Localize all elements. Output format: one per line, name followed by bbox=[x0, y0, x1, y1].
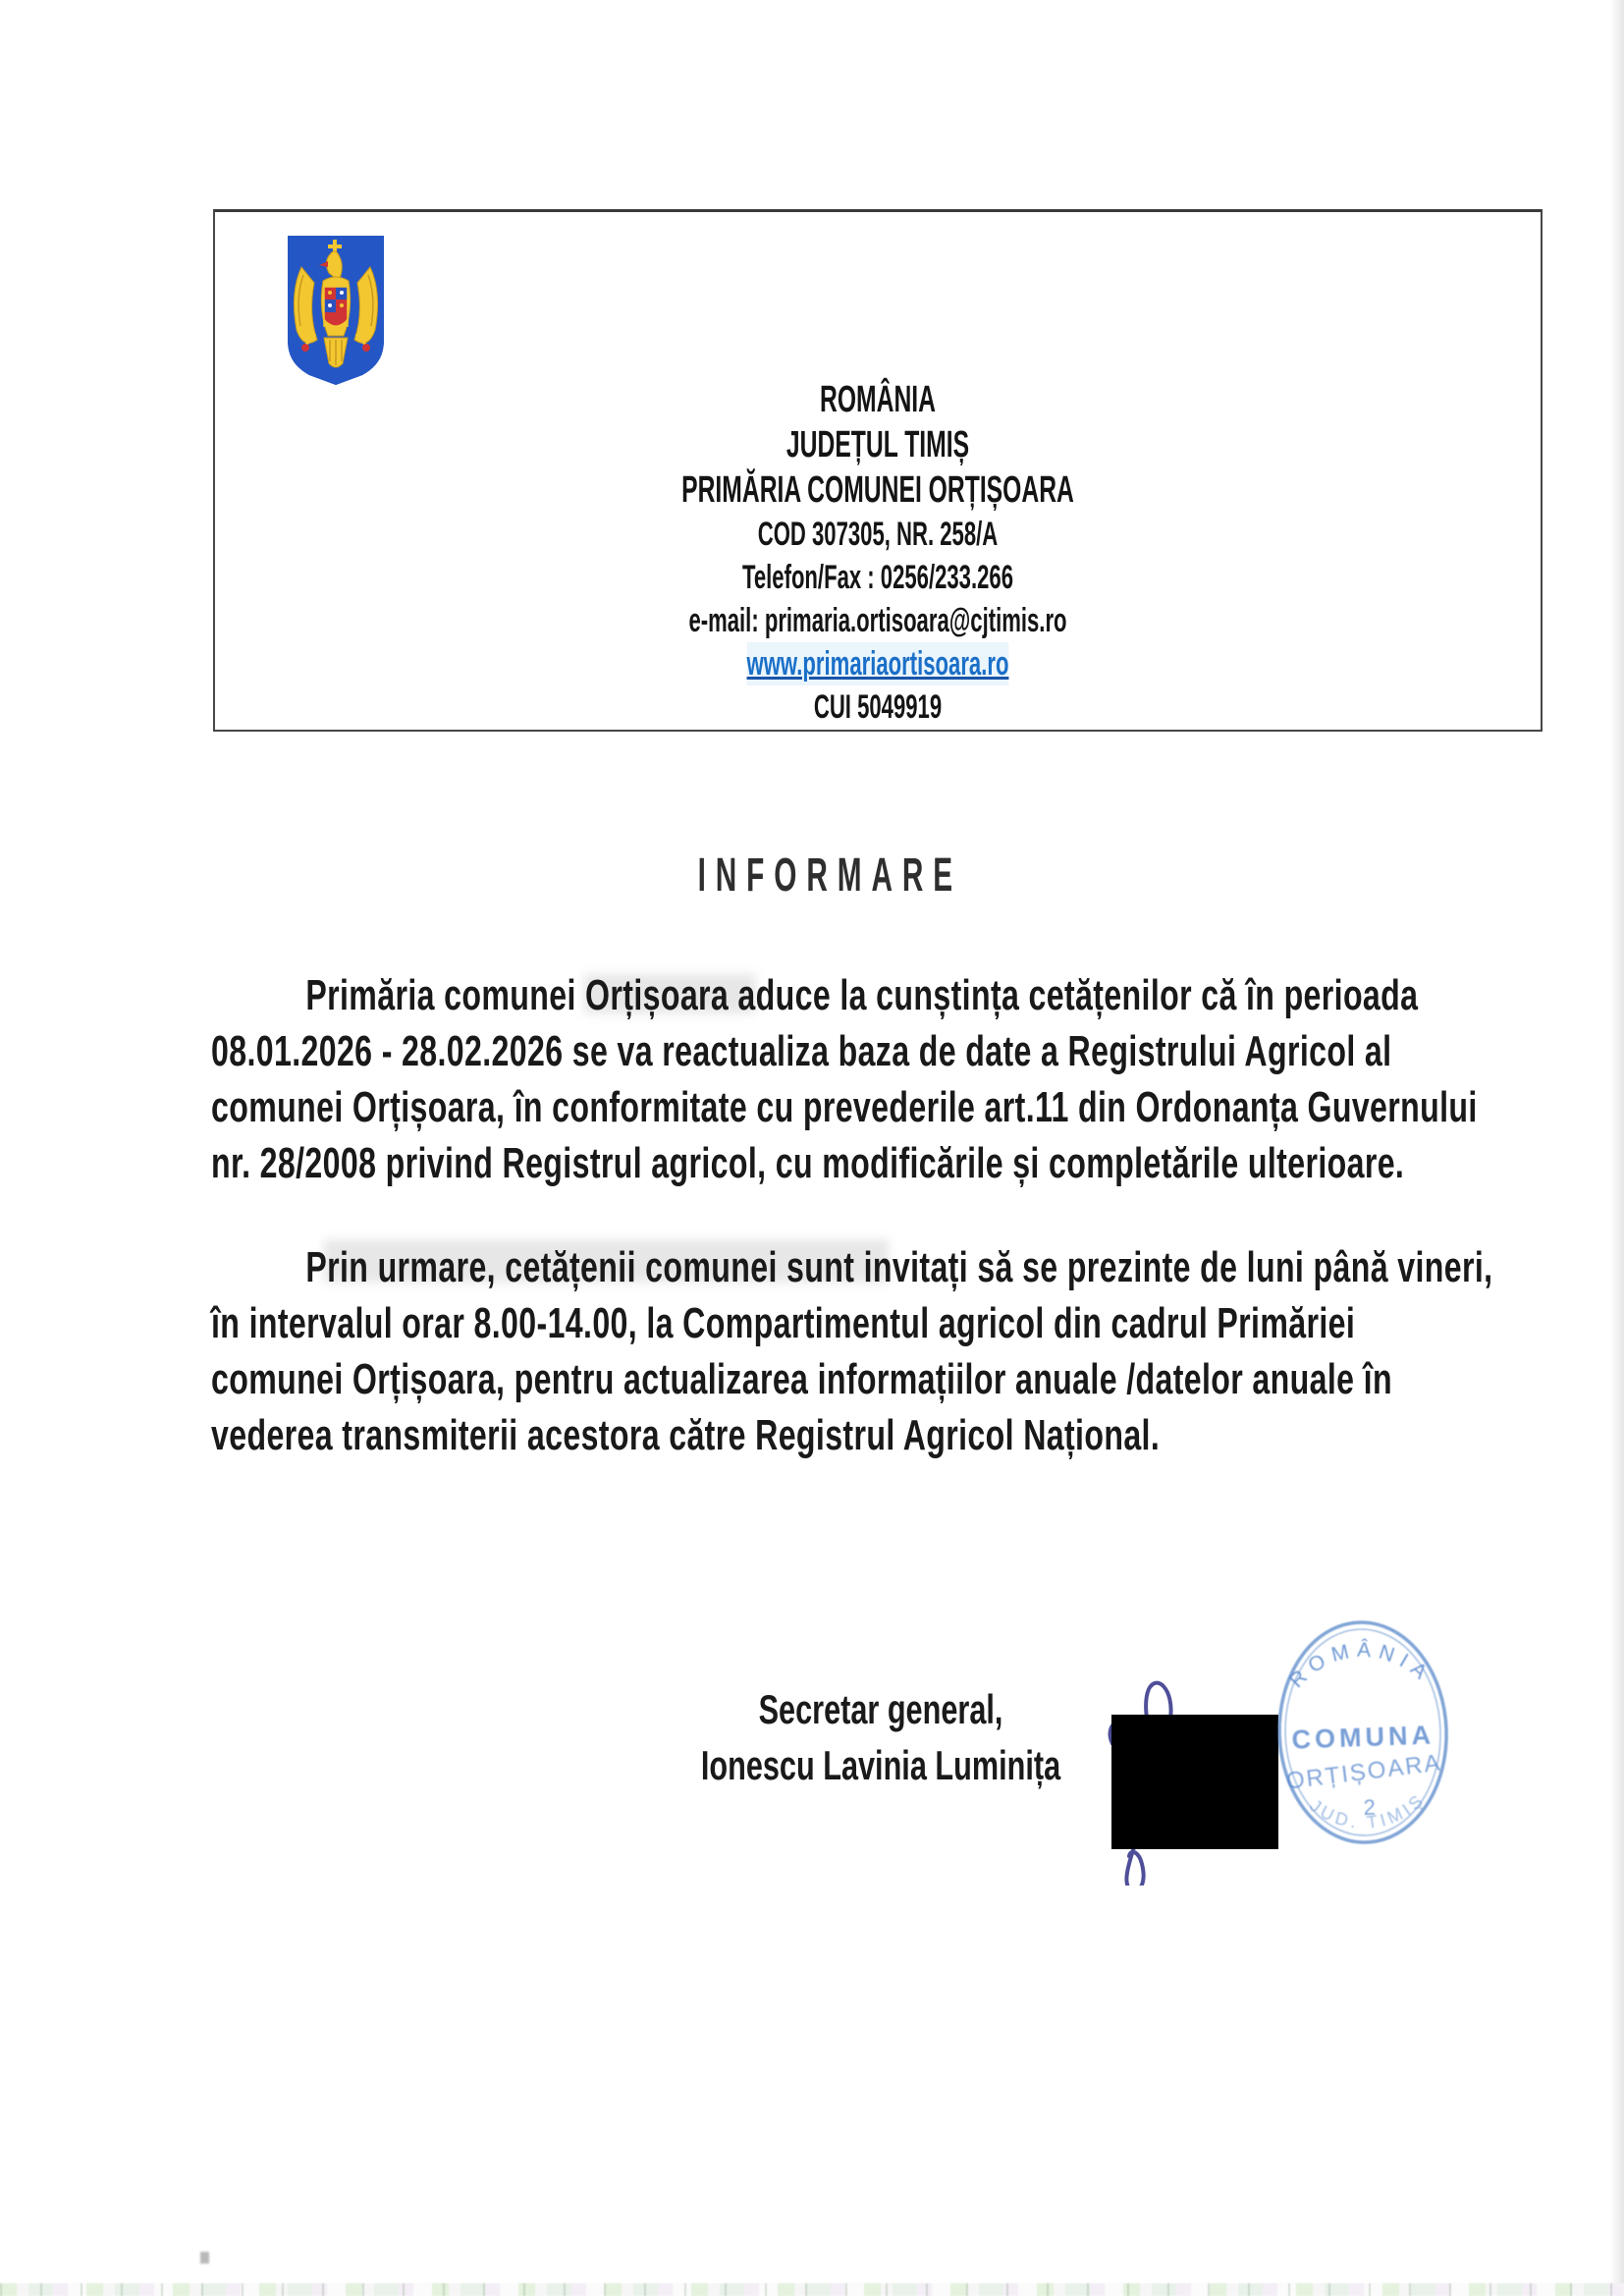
romanian-coat-of-arms-icon bbox=[282, 232, 390, 387]
letterhead-box bbox=[213, 209, 1543, 732]
body-text-line: comunei Orțișoara, în conformitate cu prevederile art.11 din Ordonanța Guvernului bbox=[211, 1083, 1478, 1131]
institution-name: PRIMĂRIA COMUNEI ORȚIȘOARA bbox=[681, 469, 1074, 511]
phone-fax-line: Telefon/Fax : 0256/233.266 bbox=[741, 559, 1013, 596]
signer-role: Secretar general, bbox=[758, 1686, 1003, 1732]
postal-code-line: COD 307305, NR. 258/A bbox=[757, 516, 999, 553]
country-name: ROMÂNIA bbox=[819, 379, 936, 420]
stamp-top-arc-text: ROMÂNIA bbox=[1285, 1638, 1437, 1693]
stamp-locality-label: ORȚIȘOARA bbox=[1284, 1749, 1443, 1795]
website-link[interactable]: www.primariaortisoara.ro bbox=[747, 642, 1009, 685]
email-line: e-mail: primaria.ortisoara@cjtimis.ro bbox=[688, 602, 1067, 639]
stamp-number: 2 bbox=[1363, 1794, 1377, 1821]
body-text-line: vederea transmiterii acestora către Registrul Agricol Național. bbox=[211, 1411, 1161, 1459]
stamp-bottom-arc-text: JUD. TIMIȘ bbox=[1306, 1788, 1430, 1832]
scan-noise-band bbox=[0, 2283, 1624, 2296]
letterhead-text bbox=[215, 377, 1541, 729]
body-text-line: în intervalul orar 8.00-14.00, la Compartimentul agricol din cadrul Primăriei bbox=[211, 1299, 1356, 1347]
body-paragraph-2 bbox=[211, 1239, 1624, 1463]
body-text-line: Primăria comunei Orțișoara aduce la cunștința cetățenilor că în perioada bbox=[305, 971, 1419, 1019]
scan-edge-shadow bbox=[1610, 0, 1624, 2296]
scan-speck bbox=[200, 2252, 209, 2264]
body-text-line: nr. 28/2008 privind Registrul agricol, cu modificările și completările ulterioare. bbox=[211, 1139, 1405, 1187]
cui-line: CUI 5049919 bbox=[813, 688, 943, 726]
stamp-commune-label: COMUNA bbox=[1291, 1720, 1435, 1755]
signer-name: Ionescu Lavinia Luminița bbox=[700, 1742, 1061, 1788]
official-round-stamp bbox=[1253, 1599, 1478, 1862]
document-title: INFORMARE bbox=[697, 849, 962, 902]
body-paragraph-1 bbox=[211, 967, 1624, 1191]
body-text-line: comunei Orțișoara, pentru actualizarea informațiilor anuale /datelor anuale în bbox=[211, 1355, 1392, 1403]
body-text-line: 08.01.2026 - 28.02.2026 se va reactualiza baza de date a Registrului Agricol al bbox=[211, 1027, 1392, 1075]
body-text-line: Prin urmare, cetățenii comunei sunt invitați să se prezinte de luni până vineri, bbox=[305, 1243, 1493, 1291]
redaction-box bbox=[1111, 1715, 1278, 1849]
county-name: JUDEȚUL TIMIȘ bbox=[785, 424, 970, 465]
